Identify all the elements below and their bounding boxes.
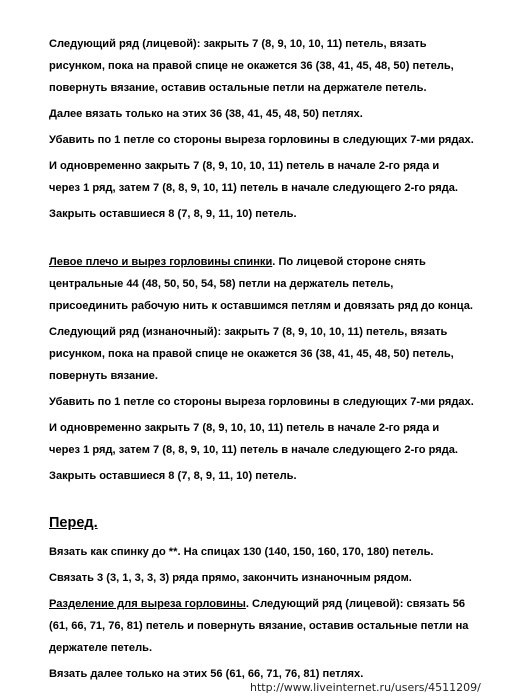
text-line: И одновременно закрыть 7 (8, 9, 10, 10, 11) петель в начале 2-го ряда и xyxy=(49,160,440,172)
paragraph-knit-as-back: Вязать как спинку до **. На спицах 130 (140, 150, 160, 170, 180) петель. xyxy=(49,546,434,558)
text-line: через 1 ряд, затем 7 (8, 8, 9, 10, 11) петель в начале следующего 2-го ряда. xyxy=(49,444,459,456)
paragraph-continue-56: Вязать далее только на этих 56 (61, 66, 71, 76, 81) петлях. xyxy=(49,668,364,680)
text-line: Следующий ряд (изнаночный): закрыть 7 (8, 9, 10, 10, 11) петель, вязать xyxy=(49,326,448,338)
text-line xyxy=(49,593,489,615)
text-fragment: . По лицевой стороне снять xyxy=(272,256,426,268)
paragraph-decrease-neckline: Убавить по 1 петле со стороны выреза горловины в следующих 7-ми рядах. xyxy=(49,134,474,146)
paragraph-next-row-right-side xyxy=(49,33,489,99)
text-line: держателе петель. xyxy=(49,642,153,654)
paragraph-left-shoulder xyxy=(49,251,489,317)
paragraph-bind-off-remaining-2: Закрыть оставшиеся 8 (7, 8, 9, 11, 10) петель. xyxy=(49,470,297,482)
text-line: присоединить рабочую нить к оставшимся петлям и довязать ряд до конца. xyxy=(49,300,473,312)
paragraph-simultaneously-bind-off xyxy=(49,155,489,199)
paragraph-bind-off-remaining: Закрыть оставшиеся 8 (7, 8, 9, 11, 10) петель. xyxy=(49,208,297,220)
paragraph-knit-straight-rows: Связать 3 (3, 1, 3, 3, 3) ряда прямо, закончить изнаночным рядом. xyxy=(49,572,412,584)
text-line: И одновременно закрыть 7 (8, 9, 10, 10, 11) петель в начале 2-го ряда и xyxy=(49,422,440,434)
section-heading-front: Перед. xyxy=(49,515,98,531)
text-line: рисунком, пока на правой спице не окажется 36 (38, 41, 45, 48, 50) петель, xyxy=(49,60,454,72)
text-line: (61, 66, 71, 76, 81) петель и повернуть вязание, оставив остальные петли на xyxy=(49,620,469,632)
text-line: рисунком, пока на правой спице не окажется 36 (38, 41, 45, 48, 50) петель, xyxy=(49,348,454,360)
text-line: центральные 44 (48, 50, 50, 54, 58) петли на держатель петель, xyxy=(49,278,394,290)
paragraph-neckline-division xyxy=(49,593,489,659)
text-line: Следующий ряд (лицевой): закрыть 7 (8, 9, 10, 10, 11) петель, вязать xyxy=(49,38,427,50)
text-line: через 1 ряд, затем 7 (8, 8, 9, 10, 11) петель в начале следующего 2-го ряда. xyxy=(49,182,459,194)
text-line xyxy=(49,251,489,273)
text-line: повернуть вязание, оставив остальные петли на держателе петель. xyxy=(49,82,427,94)
paragraph-continue-36: Далее вязать только на этих 36 (38, 41, 45, 48, 50) петлях. xyxy=(49,108,363,120)
paragraph-simultaneously-bind-off-2 xyxy=(49,417,489,461)
document-body xyxy=(49,33,489,685)
subsection-heading-neckline-division: Разделение для выреза горловины xyxy=(49,598,246,610)
subsection-heading-left-shoulder: Левое плечо и вырез горловины спинки xyxy=(49,256,273,268)
text-line: повернуть вязание. xyxy=(49,370,158,382)
source-url-watermark: http://www.liveinternet.ru/users/4511209/ xyxy=(250,681,481,694)
text-fragment: . Следующий ряд (лицевой): связать 56 xyxy=(245,598,466,610)
paragraph-next-row-wrong-side xyxy=(49,321,489,387)
paragraph-decrease-neckline-2: Убавить по 1 петле со стороны выреза горловины в следующих 7-ми рядах. xyxy=(49,396,474,408)
